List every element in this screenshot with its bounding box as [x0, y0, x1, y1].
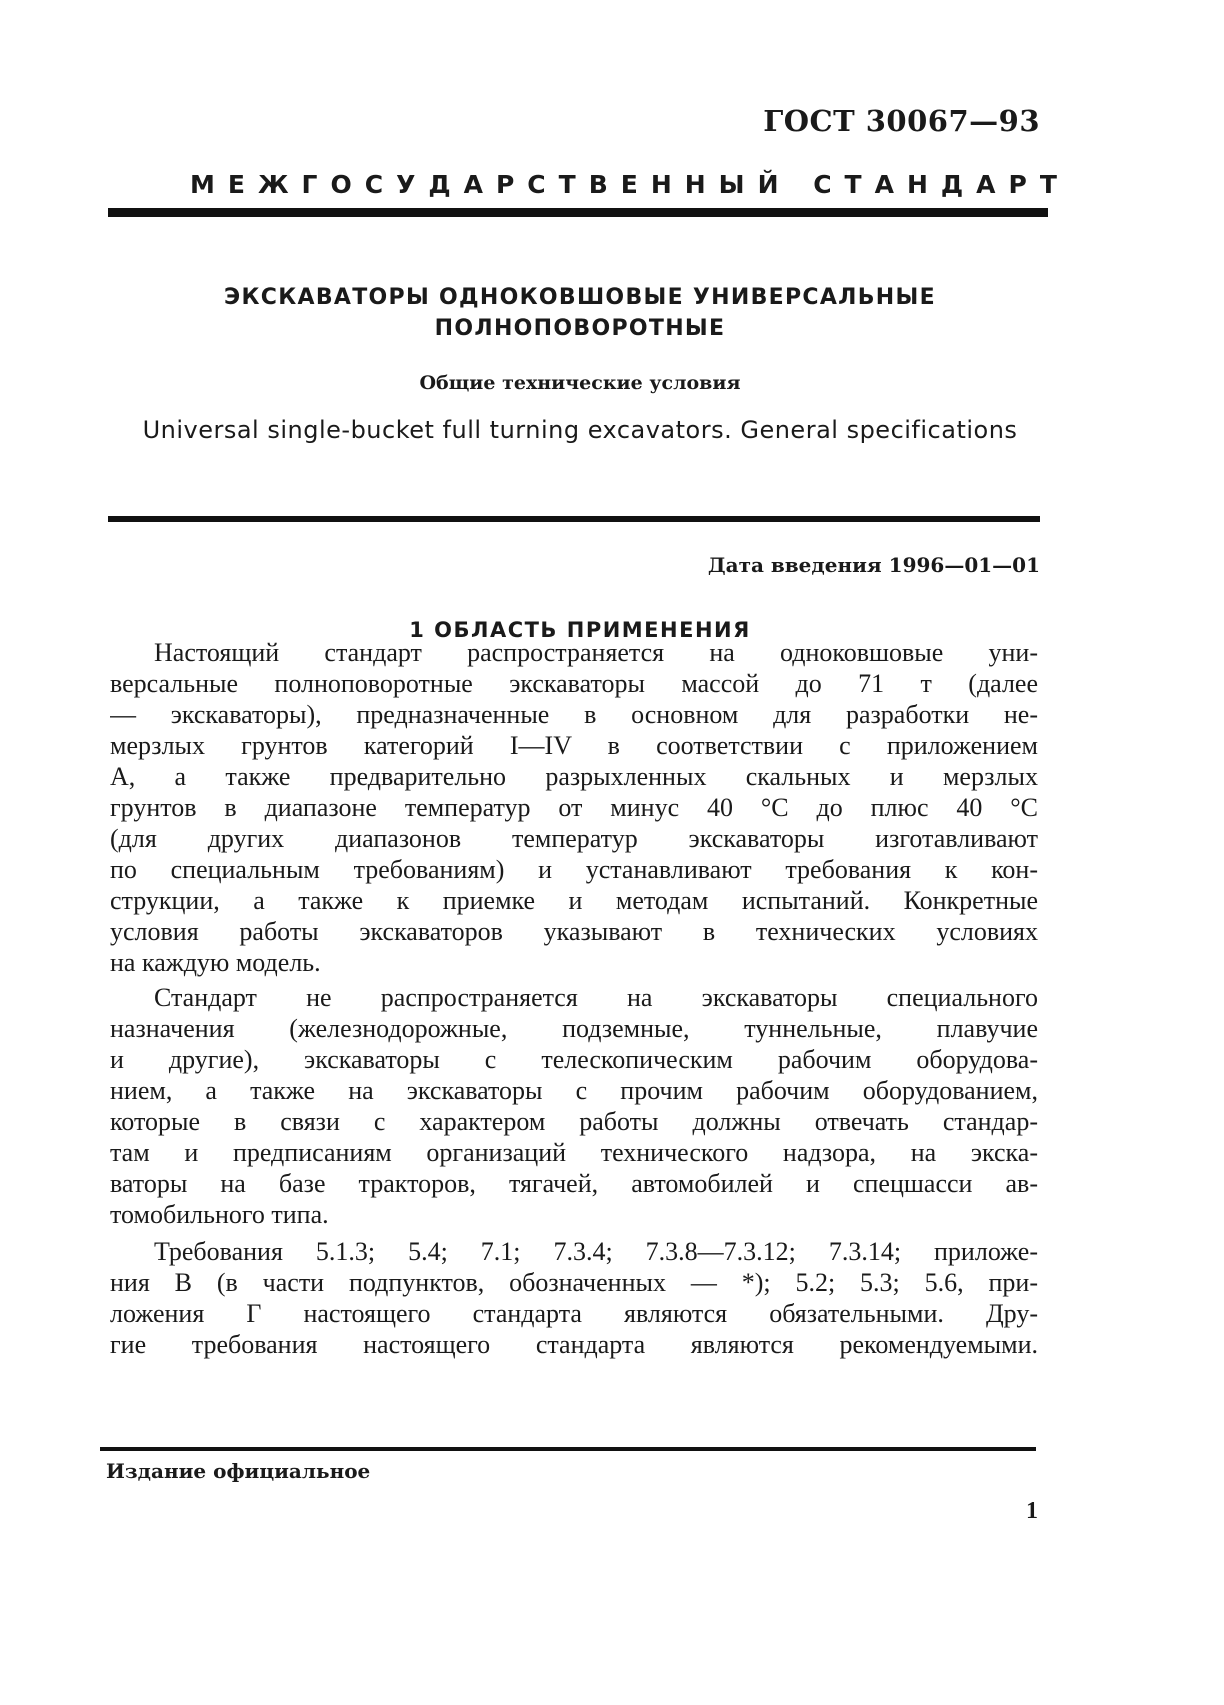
body-line: гие требования настоящего стандарта являются рекомендуемыми.: [110, 1330, 1038, 1359]
edition-note: Издание официальное: [106, 1459, 371, 1483]
body-line: Требования 5.1.3; 5.4; 7.1; 7.3.4; 7.3.8—7.3.12; 7.3.14; приложе-: [154, 1237, 1038, 1266]
body-line: А, а также предварительно разрыхленных скальных и мерзлых: [110, 762, 1038, 791]
body-line: на каждую модель.: [110, 948, 321, 977]
title-divider: [108, 516, 1040, 522]
body-line: (для других диапазонов температур экскаваторы изготавливают: [110, 824, 1038, 853]
top-divider: [108, 208, 1048, 217]
body-line: ложения Г настоящего стандарта являются обязательными. Дру-: [110, 1299, 1038, 1328]
body-line: ния В (в части подпунктов, обозначенных — *); 5.2; 5.3; 5.6, при-: [110, 1268, 1038, 1297]
title-line-1: ЭКСКАВАТОРЫ ОДНОКОВШОВЫЕ УНИВЕРСАЛЬНЫЕ: [224, 285, 936, 310]
body-line: там и предписаниям организаций технического надзора, на экска-: [110, 1138, 1038, 1167]
body-line: условия работы экскаваторов указывают в технических условиях: [110, 917, 1038, 946]
body-line: томобильного типа.: [110, 1200, 329, 1229]
body-line: мерзлых грунтов категорий I—IV в соответствии с приложением: [110, 731, 1038, 760]
body-line: по специальным требованиям) и устанавливают требования к кон-: [110, 855, 1038, 884]
section-heading: 1 ОБЛАСТЬ ПРИМЕНЕНИЯ: [409, 618, 751, 642]
body-line: которые в связи с характером работы должны отвечать стандар-: [110, 1107, 1038, 1136]
body-line: Стандарт не распространяется на экскаваторы специального: [154, 983, 1038, 1012]
document-subtitle: Общие технические условия: [419, 372, 741, 394]
footer-divider: [100, 1447, 1036, 1451]
standard-code: ГОСТ 30067—93: [763, 104, 1040, 138]
body-line: — экскаваторы), предназначенные в основном для разработки не-: [110, 700, 1038, 729]
body-line: струкции, а также к приемке и методам испытаний. Конкретные: [110, 886, 1038, 915]
body-line: назначения (железнодорожные, подземные, туннельные, плавучие: [110, 1014, 1038, 1043]
standard-type-banner: МЕЖГОСУДАРСТВЕННЫЙ СТАНДАРТ: [190, 170, 1070, 199]
body-line: версальные полноповоротные экскаваторы массой до 71 т (далее: [110, 669, 1038, 698]
body-line: ваторы на базе тракторов, тягачей, автомобилей и спецшасси ав-: [110, 1169, 1038, 1198]
page-number: 1: [1026, 1498, 1038, 1524]
body-line: Настоящий стандарт распространяется на одноковшовые уни-: [154, 638, 1038, 667]
body-line: грунтов в диапазоне температур от минус 40 °С до плюс 40 °С: [110, 793, 1038, 822]
introduction-date: Дата введения 1996—01—01: [707, 553, 1040, 577]
body-line: и другие), экскаваторы с телескопическим рабочим оборудова-: [110, 1045, 1038, 1074]
document-title: [150, 282, 1010, 344]
body-line: нием, а также на экскаваторы с прочим рабочим оборудованием,: [110, 1076, 1038, 1105]
english-title: Universal single-bucket full turning excavators. General specifications: [142, 416, 1018, 444]
title-line-2: ПОЛНОПОВОРОТНЫЕ: [434, 316, 726, 341]
